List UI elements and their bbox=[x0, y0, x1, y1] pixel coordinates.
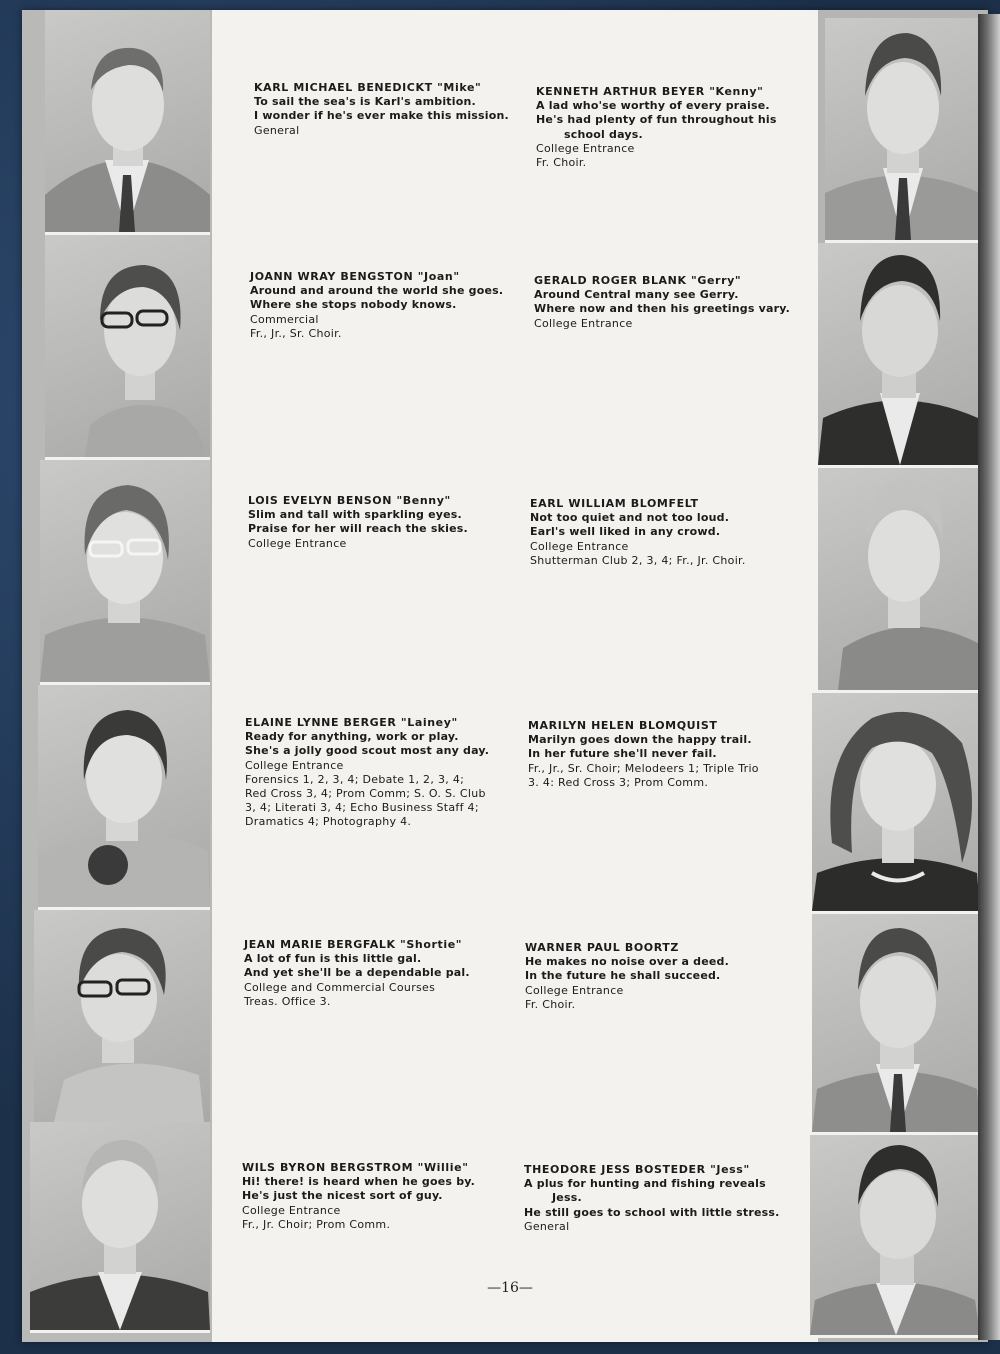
portrait-benson bbox=[40, 460, 210, 685]
entry-bergstrom bbox=[242, 1161, 517, 1232]
student-name: JOANN WRAY BENGSTON "Joan" bbox=[250, 270, 460, 283]
portrait-blomquist bbox=[812, 693, 980, 914]
verse-line: Around and around the world she goes. bbox=[250, 284, 504, 298]
course-line: College Entrance bbox=[534, 316, 633, 330]
student-name: THEODORE JESS BOSTEDER "Jess" bbox=[524, 1163, 750, 1176]
portrait-berger bbox=[38, 685, 210, 910]
verse-line: Slim and tall with sparkling eyes. bbox=[248, 508, 462, 522]
course-line: Commercial bbox=[250, 312, 319, 326]
entry-boortz bbox=[525, 941, 800, 1012]
verse-line: Where she stops nobody knows. bbox=[250, 298, 457, 312]
verse-line: Praise for her will reach the skies. bbox=[248, 522, 468, 536]
activities-line: 3, 4; Literati 3, 4; Echo Business Staff 4; bbox=[245, 801, 479, 815]
binding-edge bbox=[978, 14, 1000, 1340]
entry-blank bbox=[534, 274, 809, 331]
portrait-beyer bbox=[825, 18, 980, 243]
verse-line: A lot of fun is this little gal. bbox=[244, 952, 422, 966]
entry-beyer bbox=[536, 85, 811, 170]
verse-line: In her future she'll never fail. bbox=[528, 747, 717, 761]
entry-blomquist bbox=[528, 719, 803, 790]
verse-line: He still goes to school with little stress. bbox=[524, 1205, 780, 1219]
entry-berger bbox=[245, 716, 520, 830]
verse-line: She's a jolly good scout most any day. bbox=[245, 744, 490, 758]
student-name: LOIS EVELYN BENSON "Benny" bbox=[248, 494, 451, 507]
verse-line: He's had plenty of fun throughout his bbox=[536, 113, 777, 127]
student-name: KENNETH ARTHUR BEYER "Kenny" bbox=[536, 85, 764, 98]
course-line: College Entrance bbox=[242, 1203, 341, 1217]
student-name: MARILYN HELEN BLOMQUIST bbox=[528, 719, 718, 732]
course-line: College Entrance bbox=[530, 539, 629, 553]
entry-blomfelt bbox=[530, 497, 805, 568]
verse-line: Hi! there! is heard when he goes by. bbox=[242, 1175, 476, 1189]
verse-line: And yet she'll be a dependable pal. bbox=[244, 966, 470, 980]
verse-line: Where now and then his greetings vary. bbox=[534, 302, 790, 316]
portrait-benedickt bbox=[45, 10, 210, 235]
activities-line: Fr., Jr., Sr. Choir. bbox=[250, 326, 342, 340]
portrait-blank bbox=[818, 243, 980, 468]
entry-bosteder bbox=[524, 1163, 799, 1234]
verse-line: school days. bbox=[564, 127, 643, 141]
course-line: General bbox=[254, 123, 300, 137]
course-line: College Entrance bbox=[248, 536, 347, 550]
page-number: —16— bbox=[487, 1280, 533, 1296]
verse-line: To sail the sea's is Karl's ambition. bbox=[254, 95, 476, 109]
portrait-boortz bbox=[812, 914, 980, 1135]
verse-line: Around Central many see Gerry. bbox=[534, 288, 739, 302]
student-name: KARL MICHAEL BENEDICKT "Mike" bbox=[254, 81, 482, 94]
entry-bergfalk bbox=[244, 938, 519, 1009]
activities-line: Fr., Jr. Choir; Prom Comm. bbox=[242, 1217, 391, 1231]
verse-line: He's just the nicest sort of guy. bbox=[242, 1189, 443, 1203]
student-name: JEAN MARIE BERGFALK "Shortie" bbox=[244, 938, 463, 951]
verse-line: Marilyn goes down the happy trail. bbox=[528, 733, 752, 747]
activities-line: Fr., Jr., Sr. Choir; Melodeers 1; Triple Trio bbox=[528, 761, 759, 775]
verse-line: Ready for anything, work or play. bbox=[245, 730, 459, 744]
activities-line: Dramatics 4; Photography 4. bbox=[245, 815, 412, 829]
activities-line: Fr. Choir. bbox=[536, 156, 587, 170]
student-name: WARNER PAUL BOORTZ bbox=[525, 941, 679, 954]
student-name: ELAINE LYNNE BERGER "Lainey" bbox=[245, 716, 458, 729]
course-line: College Entrance bbox=[525, 983, 624, 997]
activities-line: Shutterman Club 2, 3, 4; Fr., Jr. Choir. bbox=[530, 553, 746, 567]
course-line: College Entrance bbox=[245, 758, 344, 772]
activities-line: Treas. Office 3. bbox=[244, 994, 331, 1008]
portrait-bergstrom bbox=[30, 1122, 210, 1333]
verse-line: Jess. bbox=[552, 1191, 582, 1205]
course-line: College Entrance bbox=[536, 141, 635, 155]
activities-line: Red Cross 3, 4; Prom Comm; S. O. S. Club bbox=[245, 787, 486, 801]
verse-line: A lad who'se worthy of every praise. bbox=[536, 99, 770, 113]
student-name: EARL WILLIAM BLOMFELT bbox=[530, 497, 699, 510]
entry-benson bbox=[248, 494, 523, 551]
student-name: WILS BYRON BERGSTROM "Willie" bbox=[242, 1161, 469, 1174]
portrait-bergfalk bbox=[34, 910, 210, 1125]
course-line: College and Commercial Courses bbox=[244, 980, 436, 994]
verse-line: I wonder if he's ever make this mission. bbox=[254, 109, 509, 123]
portrait-blomfelt bbox=[818, 468, 980, 693]
activities-line: Forensics 1, 2, 3, 4; Debate 1, 2, 3, 4; bbox=[245, 772, 465, 786]
verse-line: In the future he shall succeed. bbox=[525, 969, 721, 983]
verse-line: Not too quiet and not too loud. bbox=[530, 511, 730, 525]
entry-benedickt bbox=[254, 81, 529, 138]
portrait-bosteder bbox=[810, 1135, 980, 1338]
course-line: General bbox=[524, 1219, 570, 1233]
verse-line: He makes no noise over a deed. bbox=[525, 955, 729, 969]
verse-line: Earl's well liked in any crowd. bbox=[530, 525, 721, 539]
entry-bengston bbox=[250, 270, 525, 341]
student-name: GERALD ROGER BLANK "Gerry" bbox=[534, 274, 742, 287]
activities-line: Fr. Choir. bbox=[525, 997, 576, 1011]
activities-line: 3. 4: Red Cross 3; Prom Comm. bbox=[528, 775, 709, 789]
portrait-bengston bbox=[45, 235, 210, 460]
verse-line: A plus for hunting and fishing reveals bbox=[524, 1177, 766, 1191]
